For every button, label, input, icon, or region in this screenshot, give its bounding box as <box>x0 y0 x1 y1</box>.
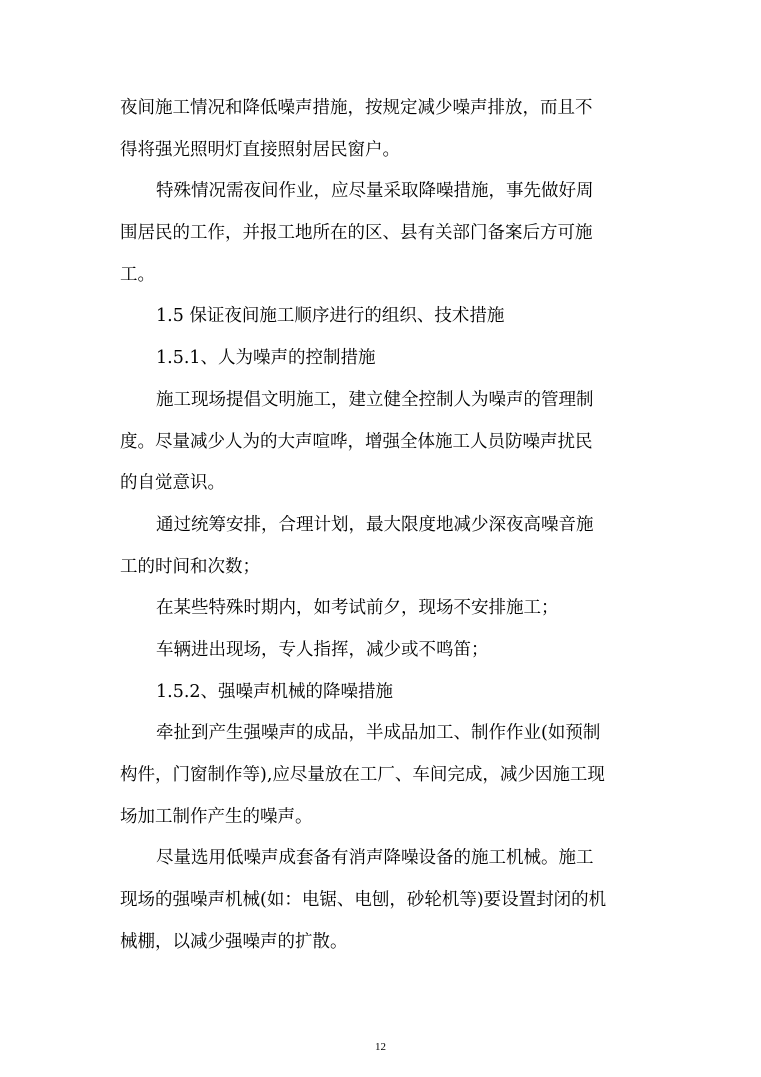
body-text <box>120 88 650 963</box>
paragraph-planning <box>120 505 650 588</box>
text-line: 夜间施工情况和降低噪声措施，按规定减少噪声排放，而且不 <box>120 98 593 118</box>
section-heading-1-5-1 <box>120 338 650 380</box>
text-line: 围居民的工作，并报工地所在的区、县有关部门备案后方可施 <box>120 223 593 244</box>
paragraph-night-work <box>120 88 650 171</box>
text-line: 工的时间和次数； <box>120 556 260 577</box>
text-line: 得将强光照明灯直接照射居民窗户。 <box>120 139 400 160</box>
text-line: 场加工制作产生的噪声。 <box>120 806 313 827</box>
text-line: 特殊情况需夜间作业，应尽量采取降噪措施，事先做好周 <box>156 181 594 202</box>
section-heading-1-5 <box>120 296 650 338</box>
paragraph-special-periods <box>120 588 650 630</box>
text-line: 现场的强噪声机械(如：电锯、电刨，砂轮机等)要设置封闭的机 <box>120 890 607 911</box>
paragraph-prefabrication <box>120 713 650 838</box>
text-line: 在某些特殊时期内，如考试前夕，现场不安排施工； <box>156 598 559 619</box>
text-line: 构件，门窗制作等),应尽量放在工厂、车间完成，减少因施工现 <box>120 765 605 785</box>
text-line: 牵扯到产生强噪声的成品，半成品加工、制作作业(如预制 <box>156 723 601 744</box>
paragraph-civilized-construction <box>120 380 650 505</box>
text-line: 车辆进出现场，专人指挥，减少或不鸣笛； <box>156 639 489 660</box>
section-heading-1-5-2 <box>120 672 650 714</box>
page-number: 12 <box>375 1041 386 1053</box>
text-line: 的自觉意识。 <box>120 473 225 494</box>
paragraph-special-cases <box>120 171 650 296</box>
paragraph-low-noise-machinery <box>120 838 650 963</box>
text-line: 工。 <box>120 264 155 285</box>
text-line: 械棚，以减少强噪声的扩散。 <box>120 931 348 952</box>
section-heading: 1.5.2、强噪声机械的降噪措施 <box>156 681 394 702</box>
text-line: 尽量选用低噪声成套备有消声降噪设备的施工机械。施工 <box>156 848 594 869</box>
section-heading: 1.5 保证夜间施工顺序进行的组织、技术措施 <box>156 306 505 327</box>
text-line: 度。尽量减少人为的大声喧哗，增强全体施工人员防噪声扰民 <box>120 431 593 452</box>
section-heading: 1.5.1、人为噪声的控制措施 <box>156 348 376 369</box>
text-line: 施工现场提倡文明施工，建立健全控制人为噪声的管理制 <box>156 389 594 410</box>
paragraph-vehicles <box>120 630 650 672</box>
text-line: 通过统筹安排，合理计划，最大限度地减少深夜高噪音施 <box>156 514 594 535</box>
